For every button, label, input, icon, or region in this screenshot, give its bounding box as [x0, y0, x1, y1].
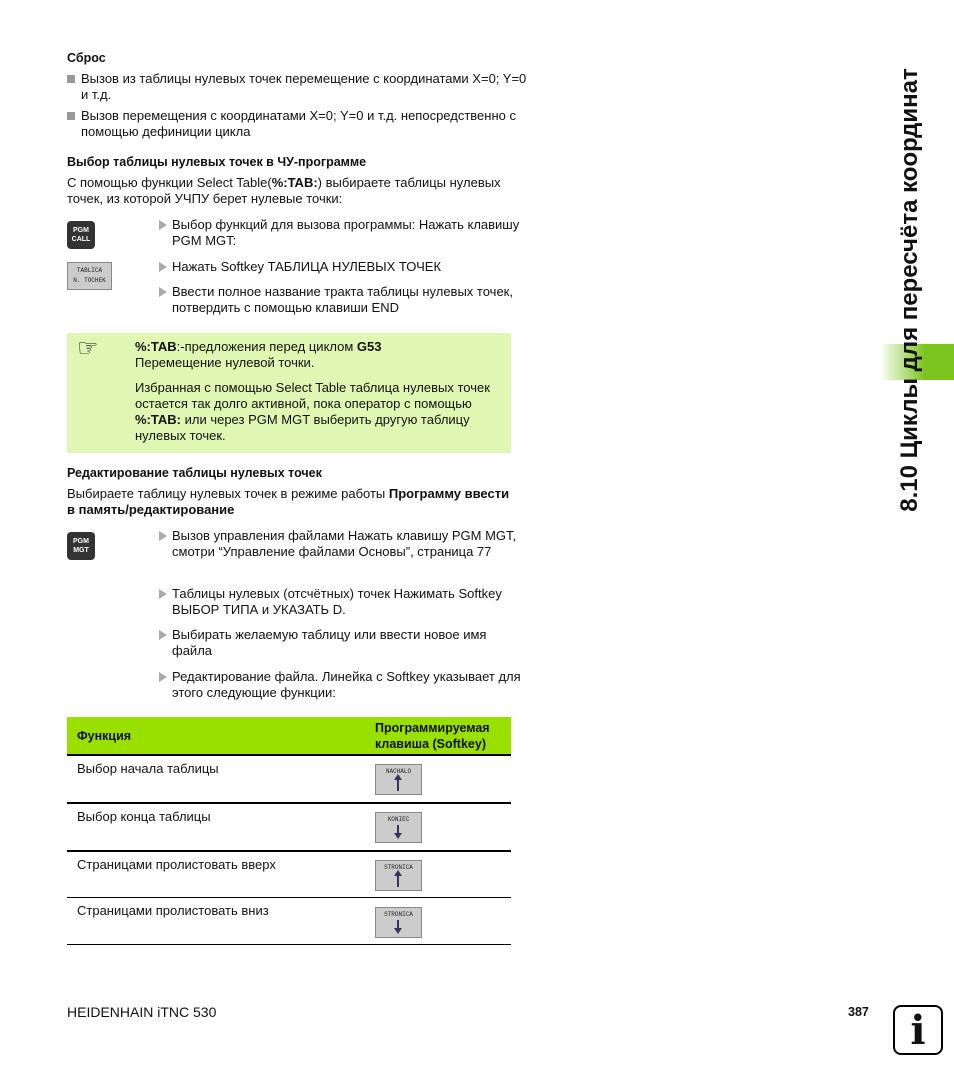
function-cell: Страницами пролистовать вниз — [77, 903, 269, 918]
note-text-2: Избранная с помощью Select Table таблица нулевых точек остается так долго активной, пока оператор с помощью %:TAB: или через PGM MGT выберить другую таблицу нулевых точек. — [135, 380, 490, 443]
chapter-title: 8.10 Циклы для пересчёта координат — [896, 68, 923, 512]
step: Нажать Softkey ТАБЛИЦА НУЛЕВЫХ ТОЧЕК — [159, 259, 527, 275]
pointing-hand-icon: ☞ — [77, 335, 99, 362]
step: Вызов управления файлами Нажать клавишу PGM MGT, смотри “Управление файлами Основы”, страница 77 — [159, 528, 527, 560]
col-header-function: Функция — [77, 729, 132, 743]
bullet-text: Вызов из таблицы нулевых точек перемещение с координатами X=0; Y=0 и т.д. — [81, 71, 527, 102]
footer-product: HEIDENHAIN iTNC 530 — [67, 1004, 217, 1020]
arrow-up-icon — [394, 774, 402, 780]
function-cell: Страницами пролистовать вверх — [77, 857, 276, 872]
softkey-nachalo: NACHALO — [375, 764, 422, 795]
table-row — [67, 852, 511, 898]
select-heading: Выбор таблицы нулевых точек в ЧУ-программе — [67, 155, 367, 169]
list-item — [67, 71, 531, 103]
page-number: 387 — [848, 1005, 869, 1019]
col-header-softkey: Программируемая клавиша (Softkey) — [375, 721, 490, 751]
table-row — [67, 756, 511, 804]
note-box — [67, 333, 511, 453]
reset-heading: Сброс — [67, 51, 106, 65]
arrow-up-icon — [394, 870, 402, 876]
arrow-down-icon — [394, 928, 402, 934]
arrow-down-icon — [394, 833, 402, 839]
function-cell: Выбор начала таблицы — [77, 761, 219, 776]
table-header — [67, 717, 511, 756]
softkey-koniec: KONIEC — [375, 812, 422, 843]
table-row — [67, 804, 511, 852]
step: Ввести полное название тракта таблицы нулевых точек, потвердить с помощью клавиши END — [159, 284, 527, 316]
select-intro: С помощью функции Select Table(%:TAB:) выбираете таблицы нулевых точек, из которой УЧПУ берет нулевые точки: — [67, 175, 501, 206]
step: Выбирать желаемую таблицу или ввести новое имя файла — [159, 627, 527, 659]
pgm-call-key: PGM CALL — [67, 221, 95, 249]
list-item — [67, 108, 531, 140]
step: Таблицы нулевых (отсчётных) точек Нажимать Softkey ВЫБОР ТИПА и УКАЗАТЬ D. — [159, 586, 527, 618]
table-row — [67, 898, 511, 945]
info-icon: i — [893, 1005, 943, 1055]
edit-heading: Редактирование таблицы нулевых точек — [67, 466, 322, 480]
note-text-1: %:TAB:-предложения перед циклом G53 Перемещение нулевой точки. — [135, 339, 382, 370]
pgm-mgt-key: PGM MGT — [67, 532, 95, 560]
step: Редактирование файла. Линейка с Softkey указывает для этого следующие функции: — [159, 669, 527, 701]
softkey-stronica-up: STRONICA — [375, 860, 422, 891]
softkey-stronica-down: STRONICA — [375, 907, 422, 938]
softkey-tablica: TABLICA N. TOCHEK — [67, 262, 112, 290]
step: Выбор функций для вызова программы: Нажать клавишу PGM MGT: — [159, 217, 527, 249]
function-cell: Выбор конца таблицы — [77, 809, 211, 824]
edit-intro: Выбираете таблицу нулевых точек в режиме работы Программу ввести в память/редактирование — [67, 486, 510, 517]
bullet-text: Вызов перемещения с координатами X=0; Y=0 и т.д. непосредственно с помощью дефиниции цикла — [81, 108, 516, 139]
